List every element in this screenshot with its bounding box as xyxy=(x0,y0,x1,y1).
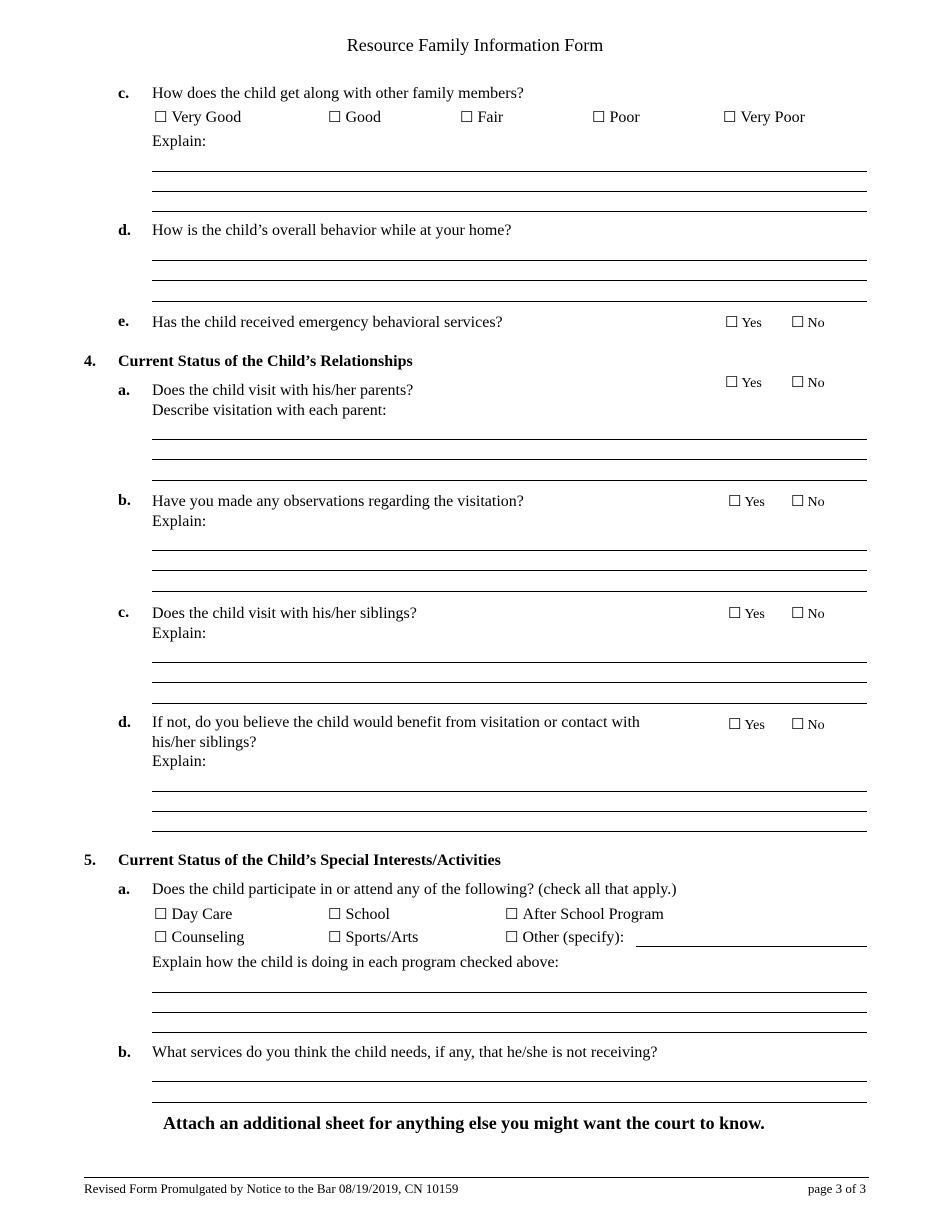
option-very-poor[interactable] xyxy=(723,108,805,128)
q4a-yes[interactable] xyxy=(725,373,762,394)
q3c-answer-line-1[interactable] xyxy=(152,171,867,172)
q4b-answer-line-1[interactable] xyxy=(152,550,867,551)
checkbox-icon[interactable]: ☐ xyxy=(328,907,342,923)
q5b-question: What services do you think the child needs, if any, that he/she is not receiving? xyxy=(152,1044,658,1061)
checkbox-icon[interactable]: ☐ xyxy=(728,494,742,510)
yes-label: Yes xyxy=(744,495,765,510)
yes-label: Yes xyxy=(741,376,762,391)
option-label: Day Care xyxy=(171,906,233,923)
q4b-answer-line-3[interactable] xyxy=(152,591,867,592)
checkbox-icon[interactable]: ☐ xyxy=(328,110,342,126)
checkbox-icon[interactable]: ☐ xyxy=(592,110,606,126)
q4d-answer-line-2[interactable] xyxy=(152,811,867,812)
q5a-answer-line-1[interactable] xyxy=(152,992,867,993)
q4b-question: Have you made any observations regarding the visitation? xyxy=(152,493,524,510)
q3c-answer-line-3[interactable] xyxy=(152,211,867,212)
q3d-question: How is the child’s overall behavior while at your home? xyxy=(152,222,512,239)
checkbox-icon[interactable]: ☐ xyxy=(154,907,168,923)
q4d-answer-line-3[interactable] xyxy=(152,831,867,832)
q3c-question: How does the child get along with other family members? xyxy=(152,85,524,102)
option-label: Poor xyxy=(609,109,640,126)
page-title: Resource Family Information Form xyxy=(346,35,604,55)
q4a-answer-line-2[interactable] xyxy=(152,459,867,460)
q4a-answer-line-3[interactable] xyxy=(152,480,867,481)
checkbox-icon[interactable]: ☐ xyxy=(791,315,805,331)
q4a-no[interactable] xyxy=(791,373,825,394)
checkbox-icon[interactable]: ☐ xyxy=(154,110,168,126)
q4d-yes[interactable] xyxy=(728,715,765,736)
checkbox-icon[interactable]: ☐ xyxy=(791,606,805,622)
checkbox-icon[interactable]: ☐ xyxy=(791,494,805,510)
q3d-answer-line-3[interactable] xyxy=(152,301,867,302)
option-good[interactable] xyxy=(328,108,381,128)
q3c-letter: c. xyxy=(118,85,130,102)
q4a-question: Does the child visit with his/her parents? xyxy=(152,382,414,399)
q4d-question-line-2: his/her siblings? xyxy=(152,734,257,751)
option-label: Very Good xyxy=(171,109,242,126)
q4d-no[interactable] xyxy=(791,715,825,736)
section5-title: Current Status of the Child’s Special Interests/Activities xyxy=(118,852,501,869)
q4a-sub-label: Describe visitation with each parent: xyxy=(152,402,387,419)
checkbox-icon[interactable]: ☐ xyxy=(505,930,519,946)
option-counseling[interactable] xyxy=(154,928,244,948)
attach-note: Attach an additional sheet for anything else you might want the court to know. xyxy=(163,1113,765,1133)
q4c-letter: c. xyxy=(118,604,130,621)
page-number: page 3 of 3 xyxy=(807,1181,866,1196)
q4a-answer-line-1[interactable] xyxy=(152,439,867,440)
option-label: Fair xyxy=(477,109,504,126)
q3e-question: Has the child received emergency behavioral services? xyxy=(152,314,503,331)
q4c-no[interactable] xyxy=(791,604,825,625)
option-label: Counseling xyxy=(171,929,245,946)
q3d-answer-line-1[interactable] xyxy=(152,260,867,261)
option-label: School xyxy=(345,906,390,923)
option-label: Other (specify): xyxy=(522,929,625,946)
option-after-school[interactable] xyxy=(505,905,664,925)
q5a-answer-line-3[interactable] xyxy=(152,1032,867,1033)
other-specify-line[interactable] xyxy=(636,946,867,947)
q4b-letter: b. xyxy=(118,492,131,509)
section4-title: Current Status of the Child’s Relationships xyxy=(118,353,413,370)
q4a-letter: a. xyxy=(118,382,130,399)
section4-number: 4. xyxy=(84,353,96,370)
yes-label: Yes xyxy=(744,718,765,733)
checkbox-icon[interactable]: ☐ xyxy=(505,907,519,923)
no-label: No xyxy=(807,607,825,622)
option-sports-arts[interactable] xyxy=(328,928,418,948)
option-label: After School Program xyxy=(522,906,664,923)
option-label: Good xyxy=(345,109,382,126)
checkbox-icon[interactable]: ☐ xyxy=(723,110,737,126)
q4d-answer-line-1[interactable] xyxy=(152,791,867,792)
q4d-question-line-1: If not, do you believe the child would benefit from visitation or contact with xyxy=(152,714,640,731)
option-label: Sports/Arts xyxy=(345,929,419,946)
checkbox-icon[interactable]: ☐ xyxy=(460,110,474,126)
q3e-yes[interactable] xyxy=(725,313,762,334)
q3c-answer-line-2[interactable] xyxy=(152,191,867,192)
no-label: No xyxy=(807,495,825,510)
q4b-no[interactable] xyxy=(791,492,825,513)
option-very-good[interactable] xyxy=(154,108,241,128)
q4c-answer-line-2[interactable] xyxy=(152,682,867,683)
q5a-question: Does the child participate in or attend any of the following? (check all that apply.) xyxy=(152,881,677,898)
checkbox-icon[interactable]: ☐ xyxy=(728,717,742,733)
option-school[interactable] xyxy=(328,905,390,925)
footer-left: Revised Form Promulgated by Notice to the Bar 08/19/2019, CN 10159 xyxy=(84,1181,459,1196)
q4c-yes[interactable] xyxy=(728,604,765,625)
option-label: Very Poor xyxy=(740,109,805,126)
q4d-explain-label: Explain: xyxy=(152,753,207,770)
section5-number: 5. xyxy=(84,852,96,869)
yes-label: Yes xyxy=(741,316,762,331)
option-other[interactable] xyxy=(505,928,624,948)
q4b-yes[interactable] xyxy=(728,492,765,513)
no-label: No xyxy=(807,376,825,391)
option-day-care[interactable] xyxy=(154,905,232,925)
q5b-answer-line-2[interactable] xyxy=(152,1102,867,1103)
option-fair[interactable] xyxy=(460,108,503,128)
q4b-explain-label: Explain: xyxy=(152,513,207,530)
q5a-answer-line-2[interactable] xyxy=(152,1012,867,1013)
checkbox-icon[interactable]: ☐ xyxy=(728,606,742,622)
q3d-letter: d. xyxy=(118,222,131,239)
no-label: No xyxy=(807,718,825,733)
footer-rule xyxy=(84,1177,869,1178)
checkbox-icon[interactable]: ☐ xyxy=(328,930,342,946)
option-poor[interactable] xyxy=(592,108,640,128)
q4d-letter: d. xyxy=(118,714,131,731)
checkbox-icon[interactable]: ☐ xyxy=(791,717,805,733)
q4b-answer-line-2[interactable] xyxy=(152,570,867,571)
yes-label: Yes xyxy=(744,607,765,622)
checkbox-icon[interactable]: ☐ xyxy=(791,375,805,391)
checkbox-icon[interactable]: ☐ xyxy=(154,930,168,946)
q5b-answer-line-1[interactable] xyxy=(152,1081,867,1082)
q4c-answer-line-3[interactable] xyxy=(152,703,867,704)
q3e-letter: e. xyxy=(118,313,130,330)
q5b-letter: b. xyxy=(118,1044,131,1061)
no-label: No xyxy=(807,316,825,331)
q5a-explain-label: Explain how the child is doing in each program checked above: xyxy=(152,954,559,971)
q3c-explain-label: Explain: xyxy=(152,133,207,150)
q4c-question: Does the child visit with his/her siblings? xyxy=(152,605,417,622)
q3e-no[interactable] xyxy=(791,313,825,334)
q3d-answer-line-2[interactable] xyxy=(152,280,867,281)
checkbox-icon[interactable]: ☐ xyxy=(725,315,739,331)
q4c-explain-label: Explain: xyxy=(152,625,207,642)
q4c-answer-line-1[interactable] xyxy=(152,662,867,663)
checkbox-icon[interactable]: ☐ xyxy=(725,375,739,391)
q5a-letter: a. xyxy=(118,881,130,898)
